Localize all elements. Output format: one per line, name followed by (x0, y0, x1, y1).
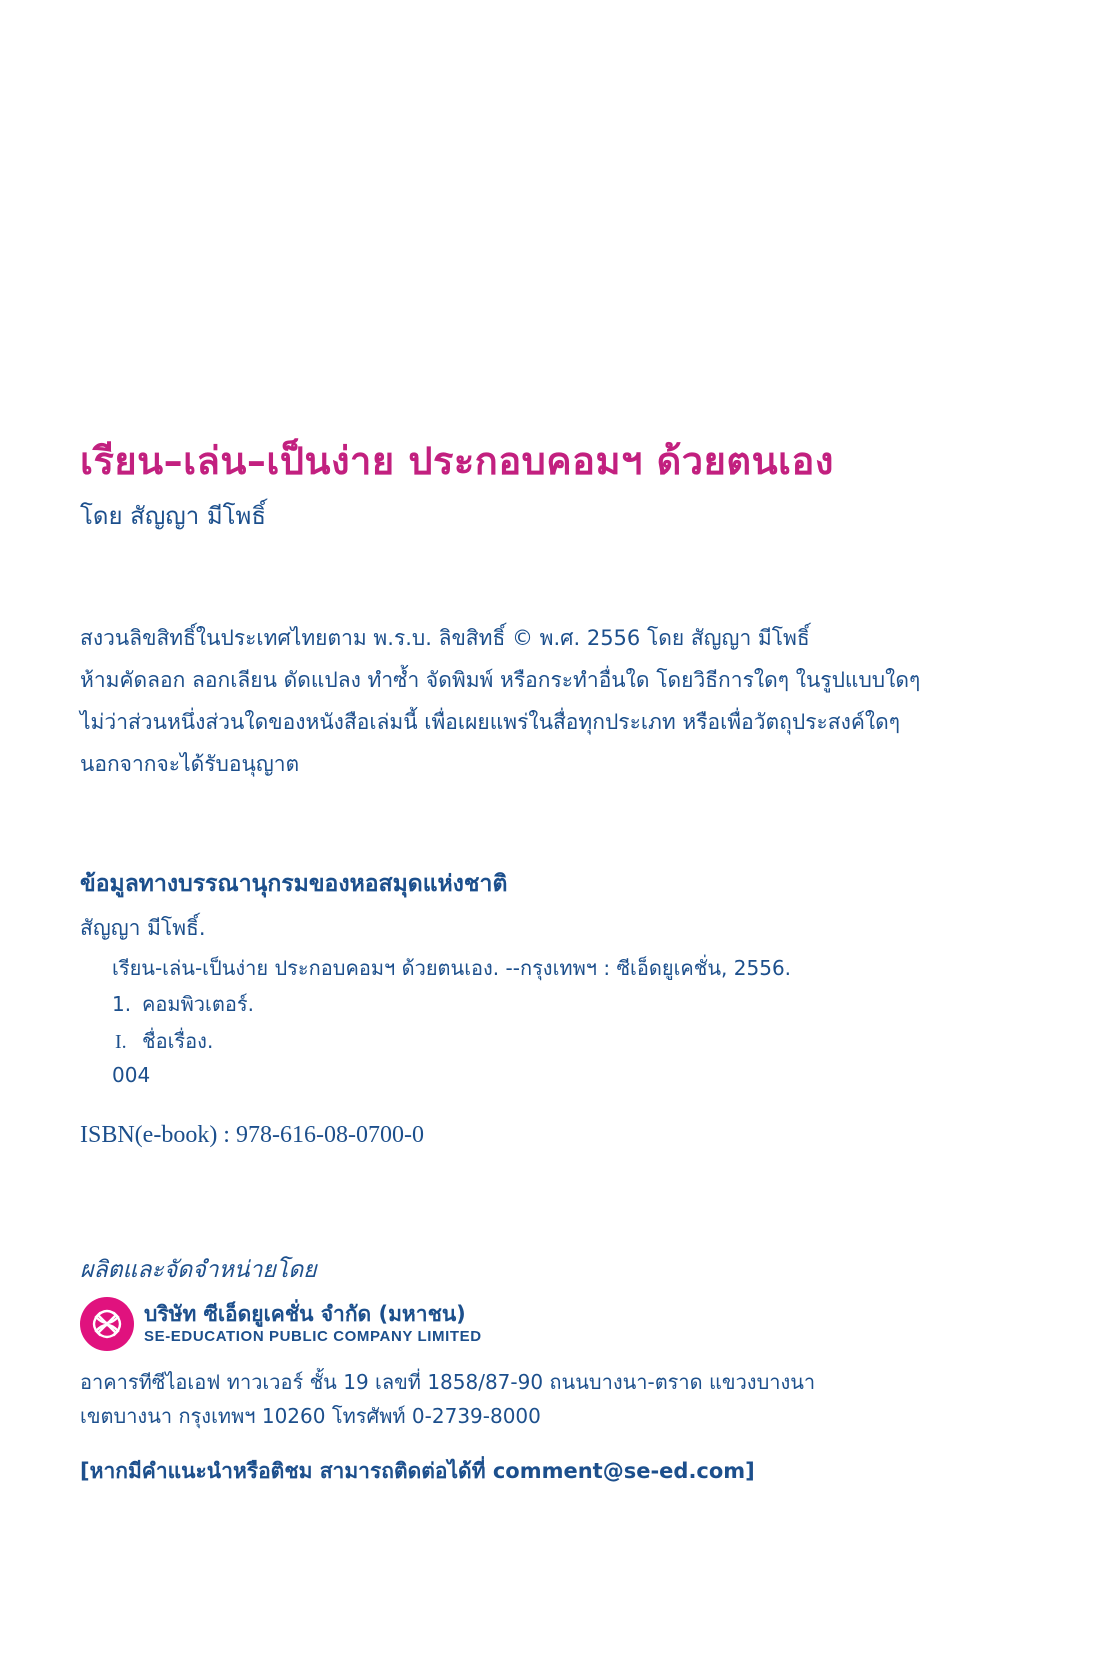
address-line: อาคารทีซีไอเอฟ ทาวเวอร์ ชั้น 19 เลขที่ 1858/87-90 ถนนบางนา-ตราด แขวงบางนา (80, 1370, 816, 1394)
address-line: เขตบางนา กรุงเทพฯ 10260 โทรศัพท์ 0-2739-8000 (80, 1404, 541, 1428)
cip-entry: เรียน-เล่น-เป็นง่าย ประกอบคอมฯ ด้วยตนเอง. --กรุงเทพฯ : ซีเอ็ดยูเคชั่น, 2556. (112, 956, 792, 980)
cip-subject-number: 1. (112, 992, 132, 1016)
author-byline: โดย สัญญา มีโพธิ์ (80, 502, 266, 530)
cip-subject (112, 988, 254, 1020)
cip-classification: 004 (112, 1063, 151, 1087)
company-name-thai: บริษัท ซีเอ็ดยูเคชั่น จำกัด (มหาชน) (144, 1302, 466, 1326)
copyright-notice (80, 617, 1040, 785)
cip-title-index-text: ชื่อเรื่อง. (142, 1029, 214, 1053)
copyright-line: สงวนลิขสิทธิ์ในประเทศไทยตาม พ.ร.บ. ลิขสิทธิ์ © พ.ศ. 2556 โดย สัญญา มีโพธิ์ (80, 626, 810, 650)
copyright-line: ห้ามคัดลอก ลอกเลียน ดัดแปลง ทำซ้ำ จัดพิมพ์ หรือกระทำอื่นใด โดยวิธีการใดๆ ในรูปแบบใดๆ (80, 668, 921, 692)
cip-title-index (115, 1025, 213, 1057)
cip-subject-text: คอมพิวเตอร์. (142, 992, 254, 1016)
se-ed-knot-logo-icon (80, 1297, 134, 1351)
contact-note: [หากมีคำแนะนำหรือติชม สามารถติดต่อได้ที่ comment@se-ed.com] (80, 1459, 755, 1483)
company-name-english: SE-EDUCATION PUBLIC COMPANY LIMITED (144, 1328, 482, 1345)
copyright-line: ไม่ว่าส่วนหนึ่งส่วนใดของหนังสือเล่มนี้ เพื่อเผยแพร่ในสื่อทุกประเภท หรือเพื่อวัตถุประสงค์ใดๆ (80, 710, 901, 734)
copyright-line: นอกจากจะได้รับอนุญาต (80, 752, 300, 776)
cip-heading: ข้อมูลทางบรรณานุกรมของหอสมุดแห่งชาติ (80, 871, 508, 897)
book-title: เรียน–เล่น–เป็นง่าย ประกอบคอมฯ ด้วยตนเอง (80, 439, 834, 483)
cip-author: สัญญา มีโพธิ์. (80, 916, 206, 940)
produced-by-label: ผลิตและจัดจำหน่ายโดย (80, 1257, 317, 1283)
company-address (80, 1365, 815, 1433)
isbn: ISBN(e-book) : 978-616-08-0700-0 (80, 1122, 424, 1148)
cip-title-index-number: I. (115, 1031, 127, 1053)
